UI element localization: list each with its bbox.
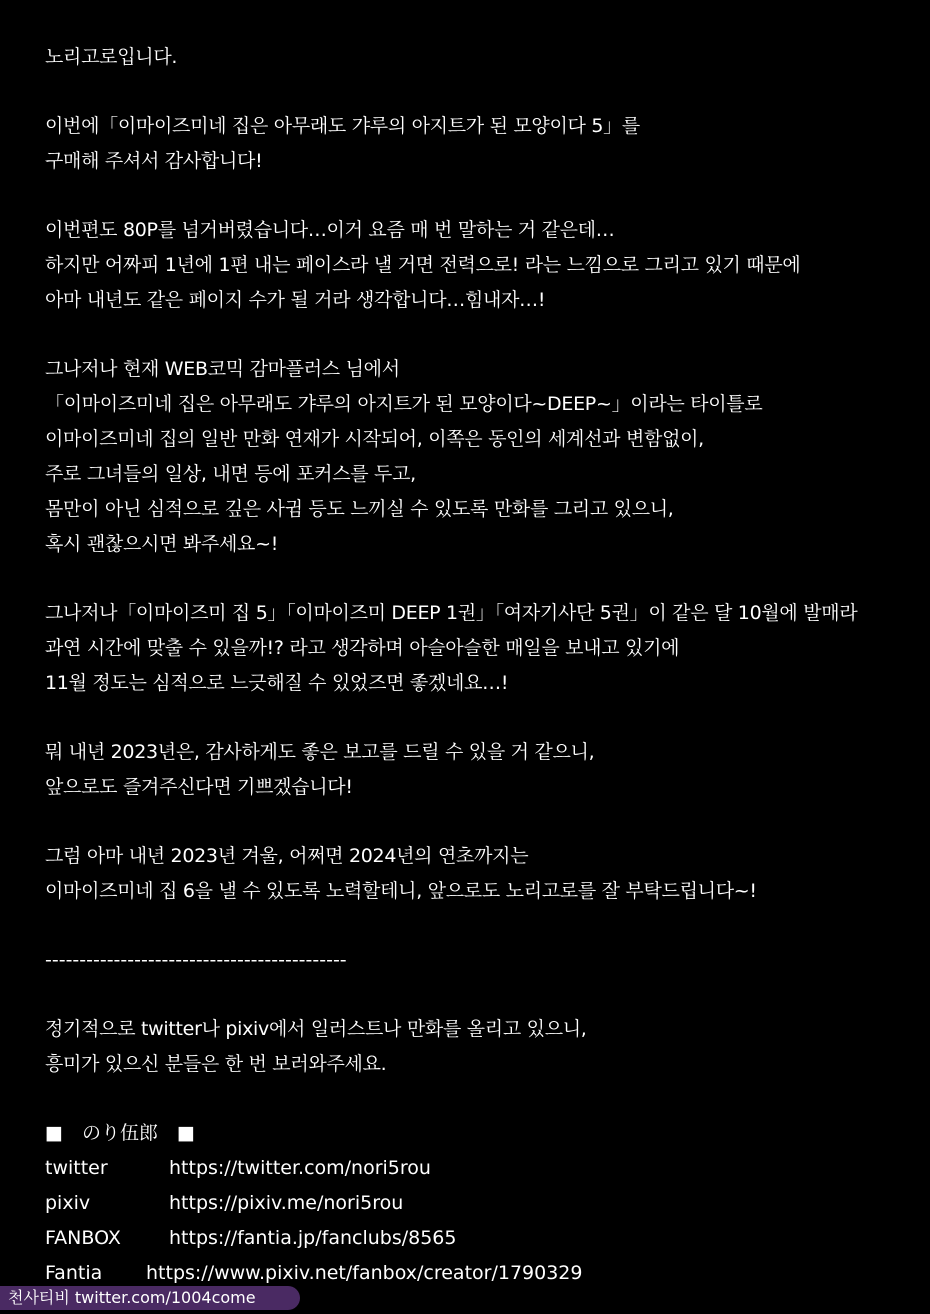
text-line: 「이마이즈미네 집은 아무래도 갸루의 아지트가 된 모양이다~DEEP~」이라는 타이틀로 [45, 393, 763, 415]
text-line: 11월 정도는 심적으로 느긋해질 수 있었즈면 좋겠네요…! [45, 672, 509, 694]
serialization-paragraph [45, 352, 905, 562]
text-line: 앞으로도 즐겨주신다면 기쁘겠습니다! [45, 776, 353, 798]
afterword-content [45, 40, 905, 1291]
text-line: 그나저나 현재 WEB코믹 감마플러스 님에서 [45, 358, 400, 380]
text-line: 이번편도 80P를 넘거버렸습니다…이거 요즘 매 번 말하는 거 같은데… [45, 219, 615, 241]
text-line: 아마 내년도 같은 페이지 수가 될 거라 생각합니다…힘내자…! [45, 289, 546, 311]
text-line: 그럼 아마 내년 2023년 겨울, 어쩌면 2024년의 연초까지는 [45, 845, 529, 867]
link-label: FANBOX [45, 1227, 121, 1249]
text-line: 노리고로입니다. [45, 46, 178, 68]
divider: -------------------------------------------- [45, 949, 347, 971]
text-line: 흥미가 있으신 분들은 한 번 보러와주세요. [45, 1053, 387, 1075]
greeting-paragraph [45, 40, 905, 75]
release-paragraph [45, 596, 905, 701]
text-line: 뭐 내년 2023년은, 감사하게도 좋은 보고를 드릴 수 있을 거 같으니, [45, 741, 595, 763]
link-label: Fantia [45, 1262, 103, 1284]
next-year-paragraph [45, 735, 905, 805]
text-line: 구매해 주셔서 감사합니다! [45, 150, 263, 172]
text-line: 주로 그녀들의 일상, 내면 등에 포커스를 두고, [45, 463, 416, 485]
watermark-badge: 천사티비 twitter.com/1004come [0, 1286, 300, 1310]
closing-paragraph [45, 1012, 905, 1082]
link-row-twitter [45, 1151, 905, 1186]
text-line: 그나저나「이마이즈미 집 5」「이마이즈미 DEEP 1권」「여자기사단 5권」이 같은 달 10월에 발매라 [45, 602, 858, 624]
thanks-paragraph [45, 109, 905, 179]
page-count-paragraph [45, 213, 905, 318]
plans-paragraph [45, 839, 905, 909]
author-links [45, 1116, 905, 1291]
fanbox-link[interactable]: https://fantia.jp/fanclubs/8565 [169, 1227, 457, 1249]
link-row-pixiv [45, 1186, 905, 1221]
text-line: 이번에「이마이즈미네 집은 아무래도 갸루의 아지트가 된 모양이다 5」를 [45, 115, 640, 137]
link-label: twitter [45, 1157, 108, 1179]
text-line: 혹시 괜찮으시면 봐주세요~! [45, 533, 279, 555]
author-name-header: ■ のり伍郎 ■ [45, 1122, 195, 1144]
pixiv-link[interactable]: https://pixiv.me/nori5rou [169, 1192, 404, 1214]
fantia-link[interactable]: https://www.pixiv.net/fanbox/creator/1790329 [146, 1262, 583, 1284]
text-line: 이마이즈미네 집 6을 낼 수 있도록 노력할테니, 앞으로도 노리고로를 잘 부탁드립니다~! [45, 880, 757, 902]
text-line: 몸만이 아닌 심적으로 깊은 사귐 등도 느끼실 수 있도록 만화를 그리고 있으니, [45, 498, 674, 520]
text-line: 이마이즈미네 집의 일반 만화 연재가 시작되어, 이쪽은 동인의 세계선과 변함없이, [45, 428, 704, 450]
link-row-fanbox [45, 1221, 905, 1256]
text-line: 과연 시간에 맞출 수 있을까!? 라고 생각하며 아슬아슬한 매일을 보내고 있기에 [45, 637, 680, 659]
twitter-link[interactable]: https://twitter.com/nori5rou [169, 1157, 431, 1179]
text-line: 하지만 어짜피 1년에 1편 내는 페이스라 낼 거면 전력으로! 라는 느낌으로 그리고 있기 때문에 [45, 254, 801, 276]
text-line: 정기적으로 twitter나 pixiv에서 일러스트나 만화를 올리고 있으니, [45, 1018, 587, 1040]
link-label: pixiv [45, 1192, 91, 1214]
